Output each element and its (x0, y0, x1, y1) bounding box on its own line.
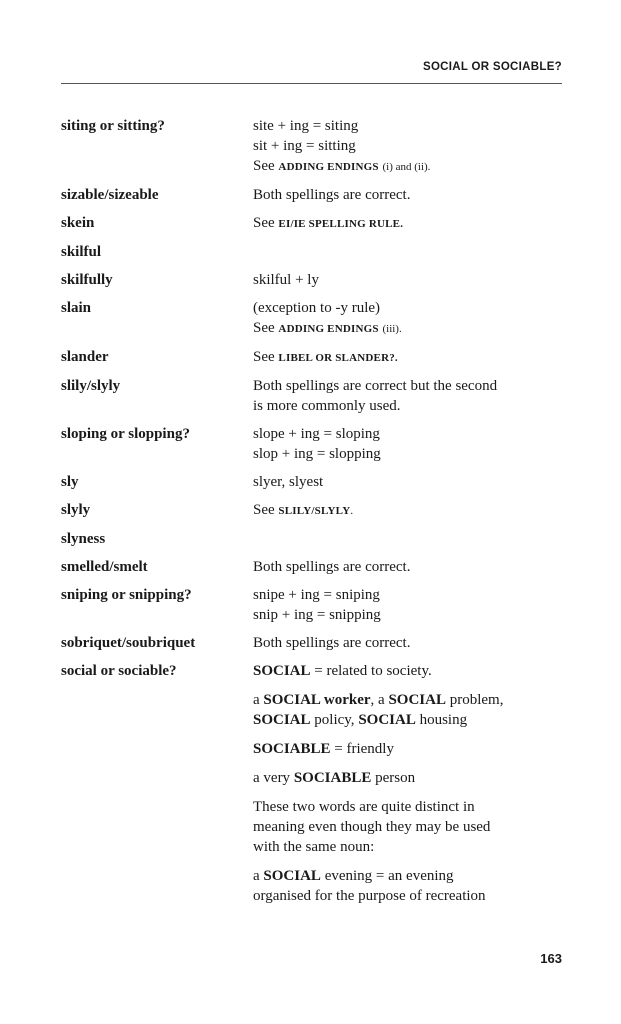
entry-term: slyly (61, 502, 91, 518)
entry-smelled (61, 557, 562, 577)
cross-reference: See EI/IE SPELLING RULE. (253, 215, 404, 231)
example-paragraph: a very SOCIABLE person (253, 770, 416, 786)
definition-line: Both spellings are correct but the second (253, 378, 498, 394)
entry-term: skilful (61, 244, 102, 260)
entry-term: sloping or slopping? (61, 426, 190, 442)
entry-definition (253, 213, 562, 234)
definition-paragraph: SOCIAL = related to society. (253, 663, 432, 679)
entry-term: slander (61, 349, 109, 365)
entry-sizable (61, 185, 562, 205)
entry-definition (253, 585, 562, 625)
entry-definition (253, 661, 562, 906)
entry-skilful (61, 242, 562, 262)
entry-term: slain (61, 300, 92, 316)
entry-term: sly (61, 474, 79, 490)
entry-slyness (61, 529, 562, 549)
entry-definition (253, 347, 562, 368)
cross-reference: See LIBEL OR SLANDER?. (253, 349, 398, 365)
entry-definition: slyer, slyest (253, 474, 324, 490)
entry-sloping (61, 424, 562, 464)
entry-term: skein (61, 215, 95, 231)
entry-skilfully (61, 270, 562, 290)
entry-definition (253, 500, 562, 521)
definition-paragraph: SOCIABLE = friendly (253, 741, 394, 757)
definition-line: site + ing = siting (253, 118, 359, 134)
entry-term: sobriquet/soubriquet (61, 635, 196, 651)
cross-reference-link[interactable]: SLILY/SLYLY (278, 505, 351, 517)
example-paragraph: a SOCIAL evening = an evening organised for the purpose of recreation (253, 868, 486, 904)
cross-reference: See ADDING ENDINGS (i) and (ii). (253, 158, 431, 174)
entry-definition: skilful + ly (253, 272, 319, 288)
entry-term: slyness (61, 531, 106, 547)
definition-line: slop + ing = slopping (253, 446, 381, 462)
running-head: SOCIAL OR SOCIABLE? (422, 61, 562, 73)
cross-reference-link[interactable]: EI/IE SPELLING RULE. (278, 218, 404, 230)
entry-siting (61, 116, 562, 177)
cross-reference-link[interactable]: ADDING ENDINGS (278, 161, 379, 173)
example-paragraph: a SOCIAL worker, a SOCIAL problem, SOCIAL policy, SOCIAL housing (253, 692, 504, 728)
dictionary-entries (61, 116, 562, 914)
definition-line: sit + ing = sitting (253, 138, 356, 154)
header-rule (61, 83, 562, 84)
entry-definition: Both spellings are correct. (253, 635, 411, 651)
cross-reference-link[interactable]: ADDING ENDINGS (278, 323, 379, 335)
entry-term: sniping or snipping? (61, 587, 192, 603)
entry-term: slily/slyly (61, 378, 121, 394)
cross-reference: See ADDING ENDINGS (iii). (253, 320, 402, 336)
entry-skein (61, 213, 562, 234)
entry-term: social or sociable? (61, 663, 177, 679)
entry-slyly (61, 500, 562, 521)
page-number: 163 (540, 951, 562, 966)
entry-definition (253, 116, 562, 177)
entry-definition (253, 298, 562, 339)
entry-definition: Both spellings are correct. (253, 559, 411, 575)
entry-slily (61, 376, 562, 416)
definition-line: is more commonly used. (253, 398, 401, 414)
entry-definition (253, 376, 562, 416)
definition-line: (exception to -y rule) (253, 300, 381, 316)
entry-sly (61, 472, 562, 492)
definition-line: snipe + ing = sniping (253, 587, 380, 603)
entry-sobriquet (61, 633, 562, 653)
entry-term: skilfully (61, 272, 113, 288)
entry-term: siting or sitting? (61, 118, 165, 134)
entry-term: sizable/sizeable (61, 187, 159, 203)
entry-definition (253, 242, 562, 262)
entry-definition (253, 529, 562, 549)
note-paragraph: These two words are quite distinct in meaning even though they may be used with the same noun: (253, 799, 491, 855)
cross-reference: See SLILY/SLYLY. (253, 502, 354, 518)
entry-term: smelled/smelt (61, 559, 148, 575)
entry-social (61, 661, 562, 906)
entry-definition: Both spellings are correct. (253, 187, 411, 203)
entry-definition (253, 424, 562, 464)
entry-sniping (61, 585, 562, 625)
entry-slander (61, 347, 562, 368)
cross-reference-link[interactable]: LIBEL OR SLANDER?. (278, 352, 398, 364)
definition-line: slope + ing = sloping (253, 426, 380, 442)
entry-slain (61, 298, 562, 339)
definition-line: snip + ing = snipping (253, 607, 381, 623)
